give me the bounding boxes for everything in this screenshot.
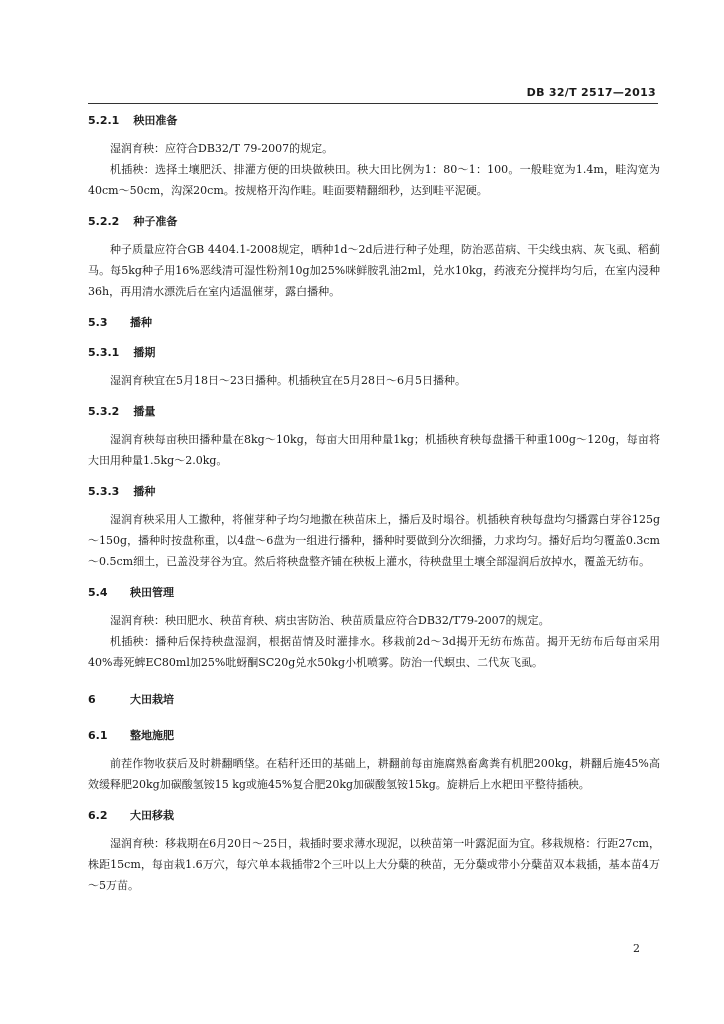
section-title: 播种 [133,485,156,498]
paragraph: 湿润育秧宜在5月18日～23日播种。机插秧宜在5月28日～6月5日播种。 [110,374,466,387]
document-code: DB 32/T 2517—2013 [526,86,656,99]
section-heading [88,727,660,745]
section-heading [88,314,660,332]
paragraph: 前茬作物收获后及时耕翻晒垡。在秸秆还田的基础上，耕翻前每亩施腐熟畜禽粪有机肥200kg，耕翻后施45%高效缓释肥20kg加碳酸氢铵15 kg或施45%复合肥20kg加碳酸氢铵15kg。旋耕后上水耙田平整待插秧。 [88,757,660,791]
section-heading [88,584,660,602]
section-title: 秧田管理 [130,586,174,599]
section-title: 播期 [133,346,156,359]
paragraph: 湿润育秧：移栽期在6月20日～25日，栽插时要求薄水现泥，以秧苗第一叶露泥面为宜。移栽规格：行距27cm，株距15cm，每亩栽1.6万穴，每穴单本栽插带2个三叶以上大分蘖的秧苗，无分蘖或带小分蘖苗双本栽插，基本苗4万～5万苗。 [88,837,660,892]
section-heading [88,112,660,130]
section-heading [88,691,660,709]
section-number: 5.3.2 [88,405,120,418]
section-heading [88,403,660,421]
section-title: 大田移栽 [130,809,174,822]
section-number: 5.3.3 [88,485,120,498]
paragraph: 种子质量应符合GB 4404.1-2008规定，晒种1d～2d后进行种子处理，防治恶苗病、干尖线虫病、灰飞虱、稻蓟马。每5kg种子用16%恶线清可湿性粉剂10g加25%咪鲜胺乳油2ml，兑水10kg，药液充分搅拌均匀后，在室内浸种36h，再用清水漂洗后在室内适温催芽，露白播种。 [88,243,660,298]
section-number: 5.4 [88,586,108,599]
section-number: 5.2.2 [88,215,120,228]
section-number: 6.2 [88,809,108,822]
section-number: 6.1 [88,729,108,742]
section-heading [88,483,660,501]
section-heading [88,213,660,231]
section-title: 整地施肥 [130,729,174,742]
section-title: 播量 [133,405,156,418]
document-body [88,112,660,896]
paragraph: 机插秧：选择土壤肥沃、排灌方便的田块做秧田。秧大田比例为1：80～1：100。一般畦宽为1.4m，畦沟宽为40cm～50cm，沟深20cm。按规格开沟作畦。畦面要精翻细秒，达到畦平泥硬。 [88,163,660,197]
section-number: 5.2.1 [88,114,120,127]
paragraph: 湿润育秧：秧田肥水、秧苗育秧、病虫害防治、秧苗质量应符合DB32/T79-2007的规定。 [110,614,550,627]
paragraph: 湿润育秧：应符合DB32/T 79-2007的规定。 [110,142,334,155]
section-number: 6 [88,693,96,706]
page-number: 2 [633,942,640,955]
paragraph: 机插秧：播种后保持秧盘湿润，根据苗情及时灌排水。移栽前2d～3d揭开无纺布炼苗。揭开无纺布后每亩采用40%毒死蜱EC80ml加25%吡蚜酮SC20g兑水50kg小机喷雾。防治一代螟虫、二代灰飞虱。 [88,635,660,669]
section-heading [88,344,660,362]
section-title: 大田栽培 [130,693,174,706]
section-title: 种子准备 [133,215,178,228]
header-divider [88,103,658,104]
paragraph: 湿润育秧采用人工撒种，将催芽种子均匀地撒在秧苗床上，播后及时塌谷。机插秧育秧每盘均匀播露白芽谷125g～150g，播种时按盘称重，以4盘～6盘为一组进行播种，播种时要做到分次细播，力求均匀。播好后均匀覆盖0.3cm～0.5cm细土，已盖没芽谷为宜。然后将秧盘整齐铺在秧板上灌水，待秧盘里土壤全部湿润后放掉水，覆盖无纺布。 [88,513,660,568]
section-title: 播种 [130,316,152,329]
section-number: 5.3 [88,316,108,329]
section-heading [88,807,660,825]
section-title: 秧田准备 [133,114,178,127]
paragraph: 湿润育秧每亩秧田播种量在8kg～10kg，每亩大田用种量1kg；机插秧育秧每盘播干种重100g～120g，每亩将大田用种量1.5kg～2.0kg。 [88,433,660,467]
section-number: 5.3.1 [88,346,120,359]
